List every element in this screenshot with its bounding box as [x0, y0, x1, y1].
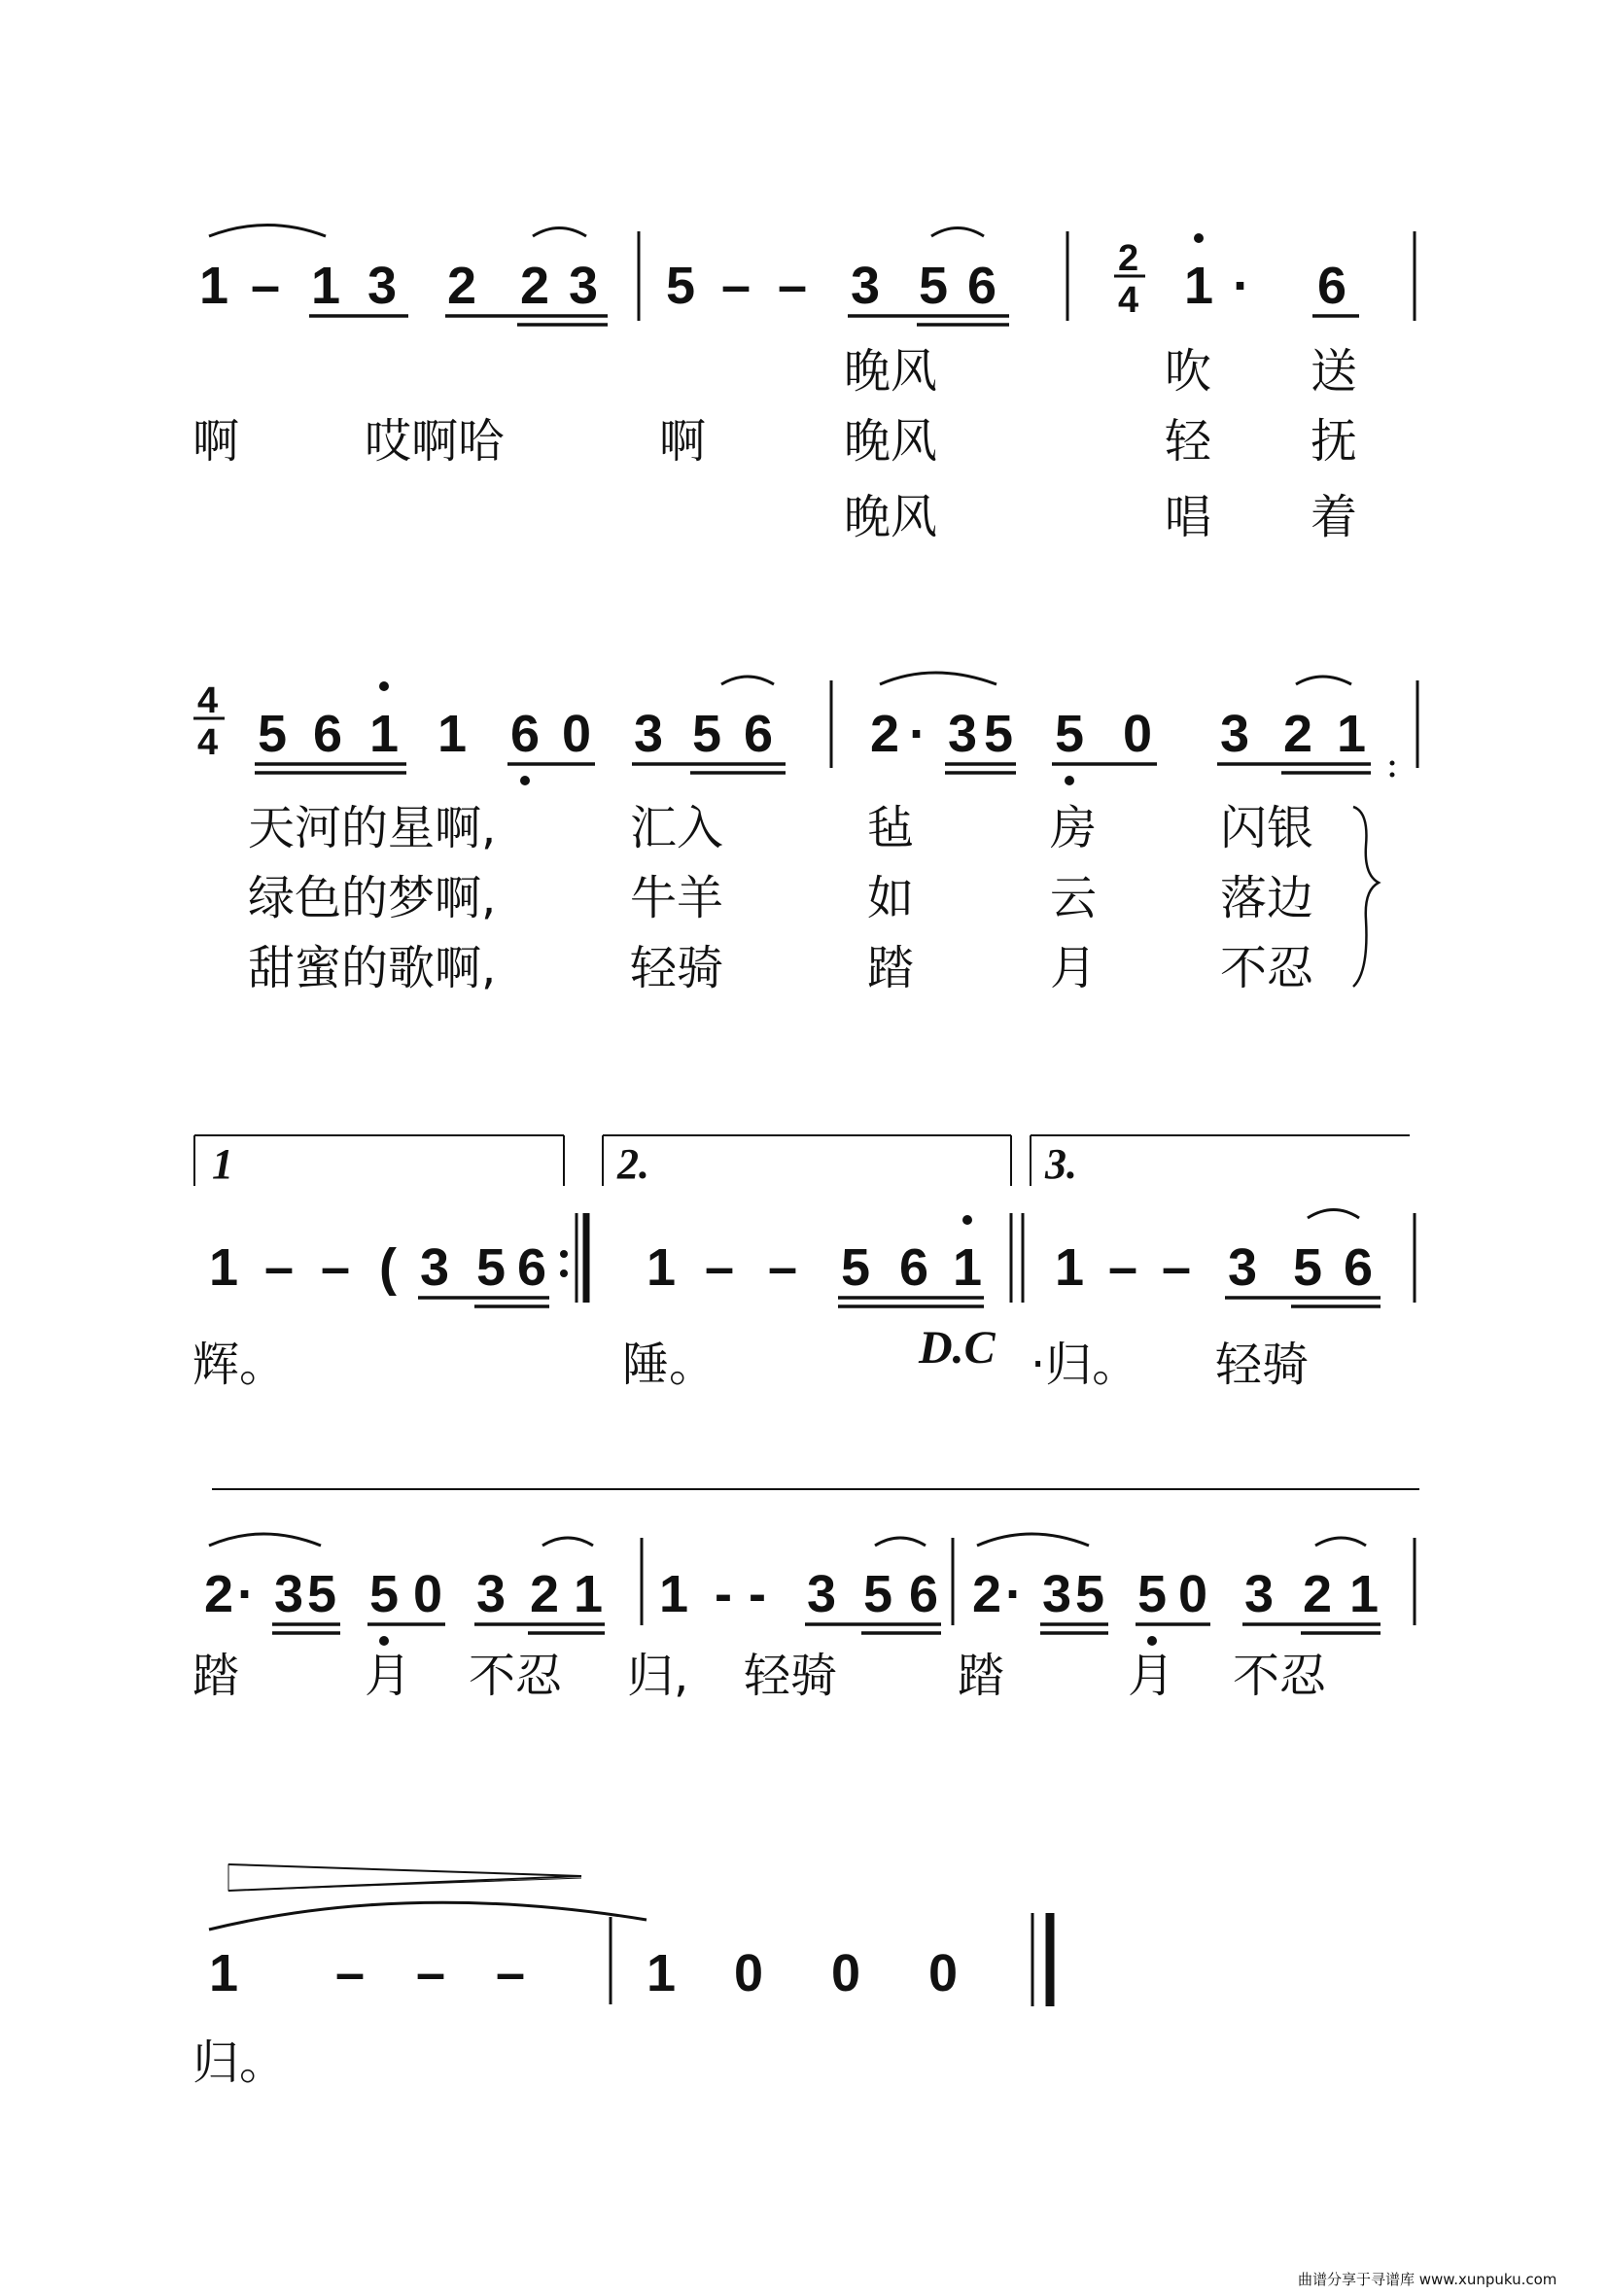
- lyric: 晚风: [844, 344, 938, 399]
- lyric: 送: [1311, 344, 1358, 399]
- slur: [542, 1538, 593, 1546]
- note: 2: [1303, 1565, 1333, 1623]
- lyric: 不忍: [1233, 1649, 1327, 1703]
- note: 5: [369, 1565, 400, 1623]
- da-capo-mark: D.C: [919, 1322, 996, 1374]
- note: 3: [851, 257, 881, 315]
- high-octave-dot: [1194, 233, 1204, 243]
- lyric: 着: [1311, 490, 1358, 544]
- note: 5: [476, 1238, 507, 1297]
- watermark: 曲谱分享于寻谱库 www.xunpuku.com: [1298, 2271, 1557, 2288]
- lyric: 天河的星啊,: [248, 801, 497, 855]
- note: 3: [367, 257, 398, 315]
- dash: –: [416, 1944, 446, 2002]
- dot: ·: [909, 705, 926, 763]
- dash: -: [715, 1565, 732, 1623]
- note: 1: [1337, 705, 1367, 763]
- dash: –: [335, 1944, 366, 2002]
- note: 2: [530, 1565, 560, 1623]
- slur: [721, 677, 774, 684]
- note: 3: [807, 1565, 837, 1623]
- lyric: 踏: [958, 1649, 1005, 1703]
- note: 6: [909, 1565, 939, 1623]
- note: 1: [1055, 1238, 1085, 1297]
- note: 1: [574, 1565, 604, 1623]
- lyric: 轻骑: [1215, 1338, 1310, 1392]
- lyric: 轻骑: [630, 941, 724, 995]
- lyric: 陲。: [622, 1338, 717, 1392]
- lyric: 抚: [1311, 414, 1358, 469]
- dot: ·: [1005, 1565, 1023, 1623]
- note: 5: [1137, 1565, 1168, 1623]
- note: 6: [510, 705, 541, 763]
- note: 2: [1283, 705, 1313, 763]
- note: 5: [841, 1238, 871, 1297]
- lyric: 踏: [867, 941, 915, 995]
- note: 1: [369, 705, 400, 763]
- lyric: 晚风: [844, 490, 938, 544]
- slur: [1315, 1538, 1366, 1546]
- lyric: 啊: [192, 414, 240, 469]
- time-signature-numerator: 2: [1118, 238, 1139, 279]
- time-signature-denominator: 4: [197, 722, 219, 763]
- note: 1: [659, 1565, 689, 1623]
- slur: [533, 228, 586, 237]
- system-3: [194, 1135, 1415, 1306]
- lyric: 轻骑: [744, 1649, 838, 1703]
- lyric: 辉。: [192, 1338, 287, 1392]
- note: 3: [420, 1238, 450, 1297]
- lyric: 落边: [1220, 871, 1314, 925]
- lyric: 月: [1128, 1649, 1175, 1703]
- note: 3: [1220, 705, 1250, 763]
- repeat-dot: [560, 1270, 568, 1277]
- lyric: 不忍: [1220, 941, 1314, 995]
- note: 3: [1228, 1238, 1258, 1297]
- low-octave-dot: [520, 776, 530, 785]
- repeat-dot: [1390, 761, 1395, 766]
- lyric: 甜蜜的歌啊,: [248, 941, 497, 995]
- slur: [209, 226, 326, 237]
- paren: (: [379, 1238, 397, 1297]
- lyric: 绿色的梦啊,: [248, 871, 497, 925]
- note: 6: [1317, 257, 1347, 315]
- rest: 0: [413, 1565, 443, 1623]
- note: 1: [1184, 257, 1214, 315]
- decrescendo-hairpin-outline: [228, 1864, 581, 1891]
- note: 5: [1055, 705, 1085, 763]
- system-4: [204, 1534, 1415, 1646]
- rest: 0: [734, 1944, 764, 2002]
- lyric: 晚风: [844, 414, 938, 469]
- note: 1: [647, 1238, 677, 1297]
- note: 6: [1344, 1238, 1374, 1297]
- rest: 0: [1178, 1565, 1208, 1623]
- lyrics-system-1: [192, 344, 1357, 544]
- note: 1: [437, 705, 468, 763]
- note: 3: [634, 705, 664, 763]
- note: 1: [199, 257, 229, 315]
- system-5: [209, 1864, 1050, 2006]
- slur: [1308, 1210, 1359, 1219]
- dash: -: [749, 1565, 766, 1623]
- dash: –: [1108, 1238, 1138, 1297]
- dash: –: [321, 1238, 351, 1297]
- lyric: 啊: [659, 414, 707, 469]
- slur: [977, 1534, 1089, 1546]
- lyric: 月: [1050, 941, 1098, 995]
- lyrics-system-4: [192, 1649, 1327, 1703]
- note: 5: [984, 705, 1014, 763]
- rest: 0: [831, 1944, 861, 2002]
- time-signature-denominator: 4: [1118, 280, 1139, 321]
- dash: –: [264, 1238, 295, 1297]
- note: 1: [209, 1238, 239, 1297]
- lyric: 不忍: [469, 1649, 563, 1703]
- note: 1: [1349, 1565, 1380, 1623]
- note: 5: [692, 705, 722, 763]
- lyric: 云: [1050, 871, 1098, 925]
- note: 5: [258, 705, 288, 763]
- system-1: [199, 226, 1415, 326]
- lyric: 哎啊哈: [365, 414, 506, 469]
- note: 2: [870, 705, 900, 763]
- lyric: 闪银: [1220, 801, 1314, 855]
- note: 6: [967, 257, 997, 315]
- note: 3: [274, 1565, 304, 1623]
- note: 2: [972, 1565, 1002, 1623]
- slur: [209, 1534, 321, 1546]
- note: 3: [1042, 1565, 1072, 1623]
- note: 6: [517, 1238, 547, 1297]
- slur: [209, 1902, 647, 1930]
- note: 2: [447, 257, 477, 315]
- rest: 0: [562, 705, 592, 763]
- dot: ·: [237, 1565, 255, 1623]
- note: 5: [1293, 1238, 1323, 1297]
- note: 5: [1075, 1565, 1105, 1623]
- time-signature-numerator: 4: [197, 680, 219, 721]
- verse-bracket: [1353, 807, 1379, 987]
- dash: –: [496, 1944, 526, 2002]
- lyric: 月: [365, 1649, 412, 1703]
- dash: –: [705, 1238, 735, 1297]
- repeat-dot: [1390, 773, 1395, 778]
- low-octave-dot: [379, 1636, 389, 1646]
- note: 3: [1244, 1565, 1275, 1623]
- slur: [880, 673, 996, 684]
- lyric: 归,: [627, 1649, 689, 1703]
- note: 1: [209, 1944, 239, 2002]
- system-2: [193, 673, 1417, 785]
- note: 1: [953, 1238, 983, 1297]
- note: 6: [744, 705, 774, 763]
- note: 3: [476, 1565, 507, 1623]
- lyric: 房: [1050, 801, 1098, 855]
- volta-number: 3.: [1045, 1140, 1077, 1188]
- note: 5: [307, 1565, 337, 1623]
- lyrics-system-2: [248, 801, 1379, 995]
- note: 5: [919, 257, 949, 315]
- volta-number: 1: [212, 1140, 233, 1188]
- lyric: 汇入: [630, 801, 724, 855]
- repeat-dot: [560, 1250, 568, 1258]
- rest: 0: [1123, 705, 1153, 763]
- note: 5: [863, 1565, 893, 1623]
- dash: –: [251, 257, 281, 315]
- low-octave-dot: [1147, 1636, 1157, 1646]
- volta-number: 2.: [617, 1140, 649, 1188]
- dash: –: [721, 257, 752, 315]
- rest: 0: [928, 1944, 959, 2002]
- high-octave-dot: [962, 1215, 972, 1225]
- note: 2: [204, 1565, 234, 1623]
- note: 6: [899, 1238, 929, 1297]
- note: 1: [647, 1944, 677, 2002]
- lyric: 轻: [1165, 414, 1212, 469]
- note: 3: [948, 705, 978, 763]
- lyric: ·归。: [1031, 1338, 1139, 1392]
- note: 1: [311, 257, 341, 315]
- note: 3: [569, 257, 599, 315]
- lyric: 牛羊: [630, 871, 724, 925]
- dash: –: [778, 257, 808, 315]
- lyric: 唱: [1165, 490, 1212, 544]
- slur: [875, 1538, 926, 1546]
- slur: [1296, 677, 1351, 684]
- note: 2: [520, 257, 550, 315]
- note: 5: [666, 257, 696, 315]
- slur: [931, 228, 984, 237]
- lyric: 踏: [192, 1649, 240, 1703]
- dash: –: [768, 1238, 798, 1297]
- lyric: 吹: [1165, 344, 1212, 399]
- dash: –: [1162, 1238, 1192, 1297]
- high-octave-dot: [379, 681, 389, 691]
- note: 6: [313, 705, 343, 763]
- lyrics-system-5: [192, 2035, 286, 2090]
- lyric: 归。: [192, 2035, 287, 2090]
- lyrics-system-3: [192, 1322, 1309, 1392]
- lyric: 如: [867, 871, 915, 925]
- lyric: 毡: [867, 801, 915, 855]
- low-octave-dot: [1065, 776, 1074, 785]
- dot: ·: [1233, 257, 1250, 315]
